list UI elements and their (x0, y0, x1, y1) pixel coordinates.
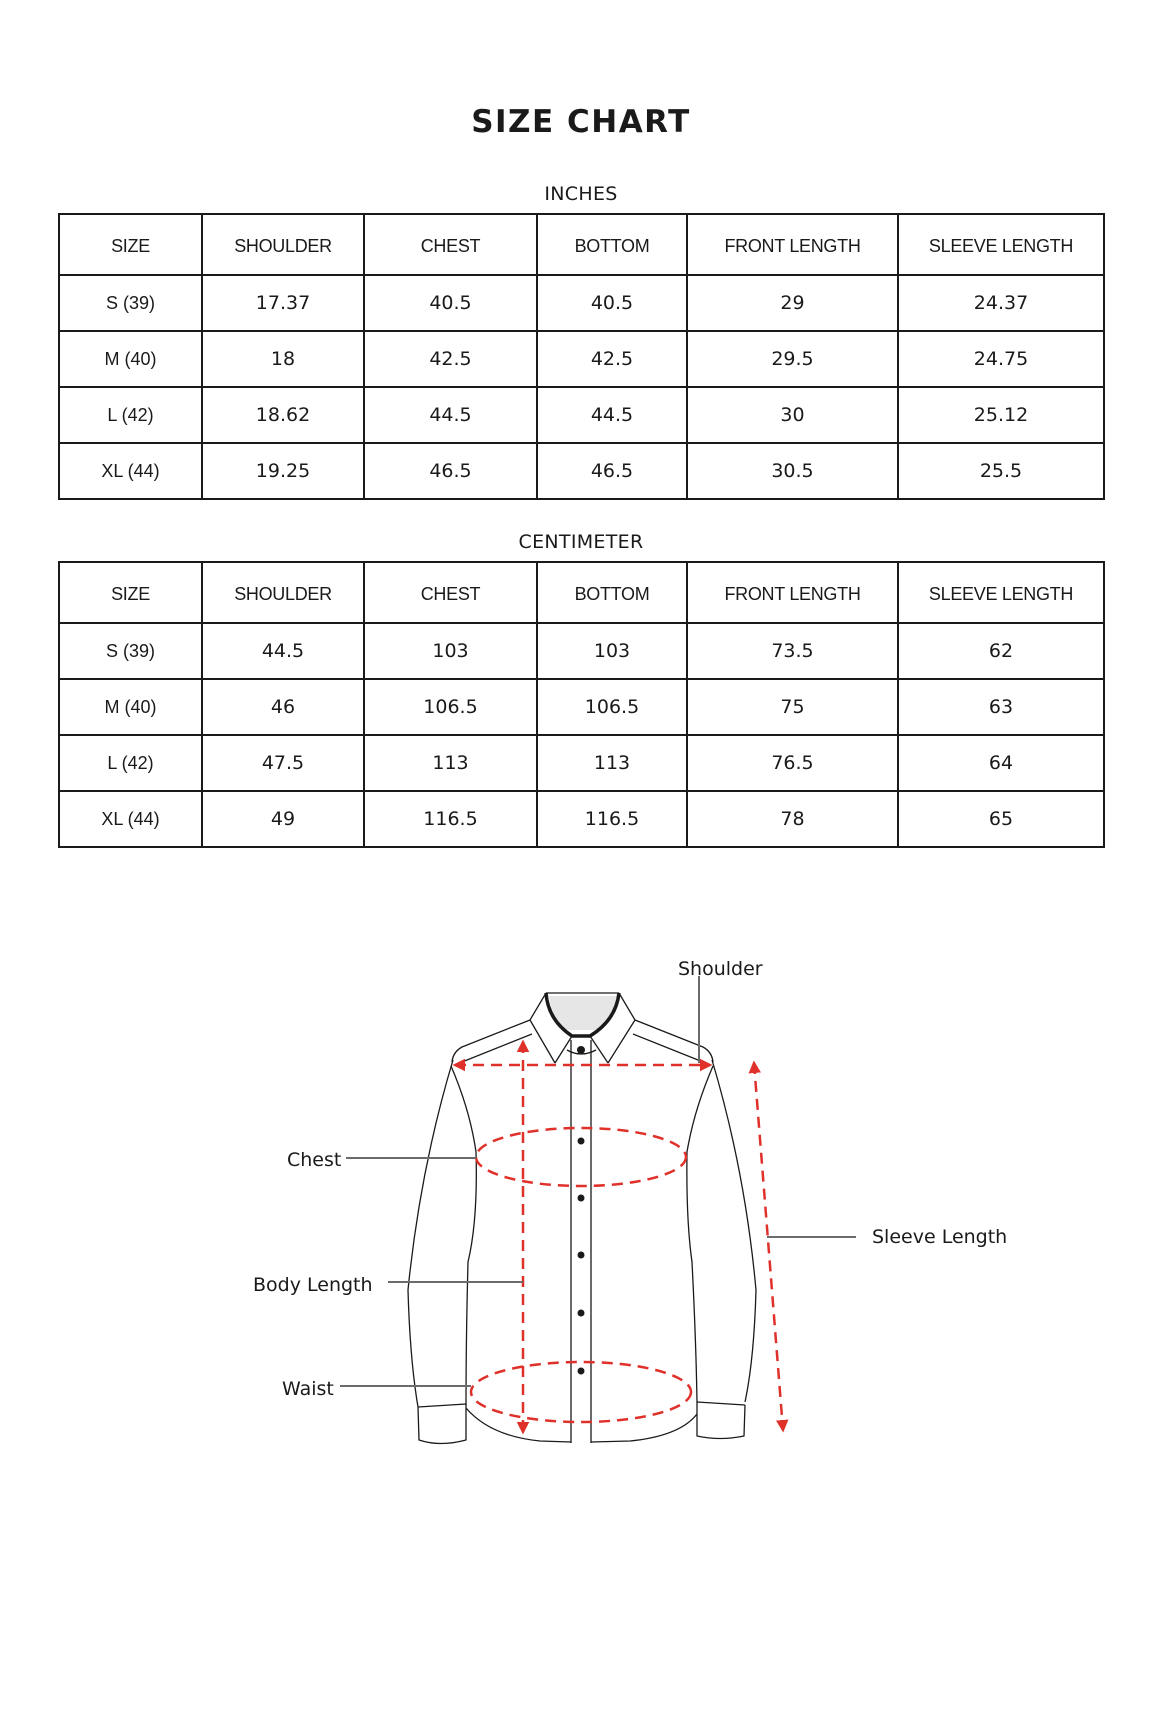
table-row (59, 791, 1104, 847)
sleeve-length-label: Sleeve Length (872, 1226, 1008, 1248)
table-row (59, 623, 1104, 679)
front-length-cell: 29.5 (687, 331, 898, 387)
table-row (59, 275, 1104, 331)
label-leader-lines (340, 976, 856, 1386)
shirt-outline-icon (408, 993, 756, 1444)
inches-size-table (58, 213, 1105, 500)
bottom-cell: 103 (537, 623, 687, 679)
size-cell: M (40) (59, 679, 202, 735)
sleeve-length-cell: 24.37 (898, 275, 1104, 331)
column-header-size: SIZE (59, 214, 202, 275)
table-row (59, 735, 1104, 791)
sleeve-length-cell: 25.12 (898, 387, 1104, 443)
column-header-size: SIZE (59, 562, 202, 623)
table-row (59, 443, 1104, 499)
centimeter-size-table (58, 561, 1105, 848)
table-header-row (59, 562, 1104, 623)
column-header-chest: CHEST (364, 562, 537, 623)
column-header-sleeve-length: SLEEVE LENGTH (898, 562, 1104, 623)
sleeve-length-measure-arrow-icon (754, 1063, 783, 1430)
shoulder-cell: 19.25 (202, 443, 364, 499)
front-length-cell: 30.5 (687, 443, 898, 499)
front-length-cell: 29 (687, 275, 898, 331)
column-header-shoulder: SHOULDER (202, 214, 364, 275)
inches-table-caption: INCHES (544, 183, 618, 205)
table-row (59, 387, 1104, 443)
shoulder-label: Shoulder (678, 958, 763, 980)
shirt-button-icon (577, 1046, 585, 1375)
chest-cell: 42.5 (364, 331, 537, 387)
size-cell: XL (44) (59, 443, 202, 499)
column-header-front-length: FRONT LENGTH (687, 562, 898, 623)
chest-cell: 46.5 (364, 443, 537, 499)
column-header-front-length: FRONT LENGTH (687, 214, 898, 275)
table-row (59, 331, 1104, 387)
measurement-lines (455, 1042, 783, 1432)
shoulder-cell: 17.37 (202, 275, 364, 331)
front-length-cell: 75 (687, 679, 898, 735)
size-cell: L (42) (59, 735, 202, 791)
bottom-cell: 42.5 (537, 331, 687, 387)
chest-measure-ellipse-icon (476, 1128, 686, 1186)
bottom-cell: 106.5 (537, 679, 687, 735)
bottom-cell: 46.5 (537, 443, 687, 499)
size-cell: S (39) (59, 275, 202, 331)
front-length-cell: 78 (687, 791, 898, 847)
sleeve-length-cell: 24.75 (898, 331, 1104, 387)
bottom-cell: 40.5 (537, 275, 687, 331)
column-header-bottom: BOTTOM (537, 562, 687, 623)
shoulder-cell: 47.5 (202, 735, 364, 791)
size-cell: S (39) (59, 623, 202, 679)
column-header-sleeve-length: SLEEVE LENGTH (898, 214, 1104, 275)
shoulder-cell: 18 (202, 331, 364, 387)
sleeve-length-cell: 63 (898, 679, 1104, 735)
table-header-row (59, 214, 1104, 275)
body-length-label: Body Length (253, 1274, 373, 1296)
sleeve-length-cell: 62 (898, 623, 1104, 679)
shoulder-cell: 49 (202, 791, 364, 847)
chest-cell: 103 (364, 623, 537, 679)
chest-cell: 106.5 (364, 679, 537, 735)
bottom-cell: 116.5 (537, 791, 687, 847)
chest-cell: 113 (364, 735, 537, 791)
waist-label: Waist (282, 1378, 334, 1400)
front-length-cell: 76.5 (687, 735, 898, 791)
bottom-cell: 44.5 (537, 387, 687, 443)
centimeter-table-caption: CENTIMETER (518, 531, 644, 553)
size-cell: XL (44) (59, 791, 202, 847)
table-row (59, 679, 1104, 735)
sleeve-length-cell: 65 (898, 791, 1104, 847)
shoulder-cell: 46 (202, 679, 364, 735)
column-header-bottom: BOTTOM (537, 214, 687, 275)
chest-label: Chest (287, 1149, 342, 1171)
front-length-cell: 73.5 (687, 623, 898, 679)
shoulder-cell: 18.62 (202, 387, 364, 443)
page-title: SIZE CHART (471, 104, 691, 140)
size-cell: M (40) (59, 331, 202, 387)
bottom-cell: 113 (537, 735, 687, 791)
front-length-cell: 30 (687, 387, 898, 443)
sleeve-length-cell: 64 (898, 735, 1104, 791)
size-cell: L (42) (59, 387, 202, 443)
chest-cell: 116.5 (364, 791, 537, 847)
column-header-chest: CHEST (364, 214, 537, 275)
chest-cell: 40.5 (364, 275, 537, 331)
chest-cell: 44.5 (364, 387, 537, 443)
shoulder-cell: 44.5 (202, 623, 364, 679)
column-header-shoulder: SHOULDER (202, 562, 364, 623)
waist-measure-ellipse-icon (471, 1362, 691, 1422)
sleeve-length-cell: 25.5 (898, 443, 1104, 499)
